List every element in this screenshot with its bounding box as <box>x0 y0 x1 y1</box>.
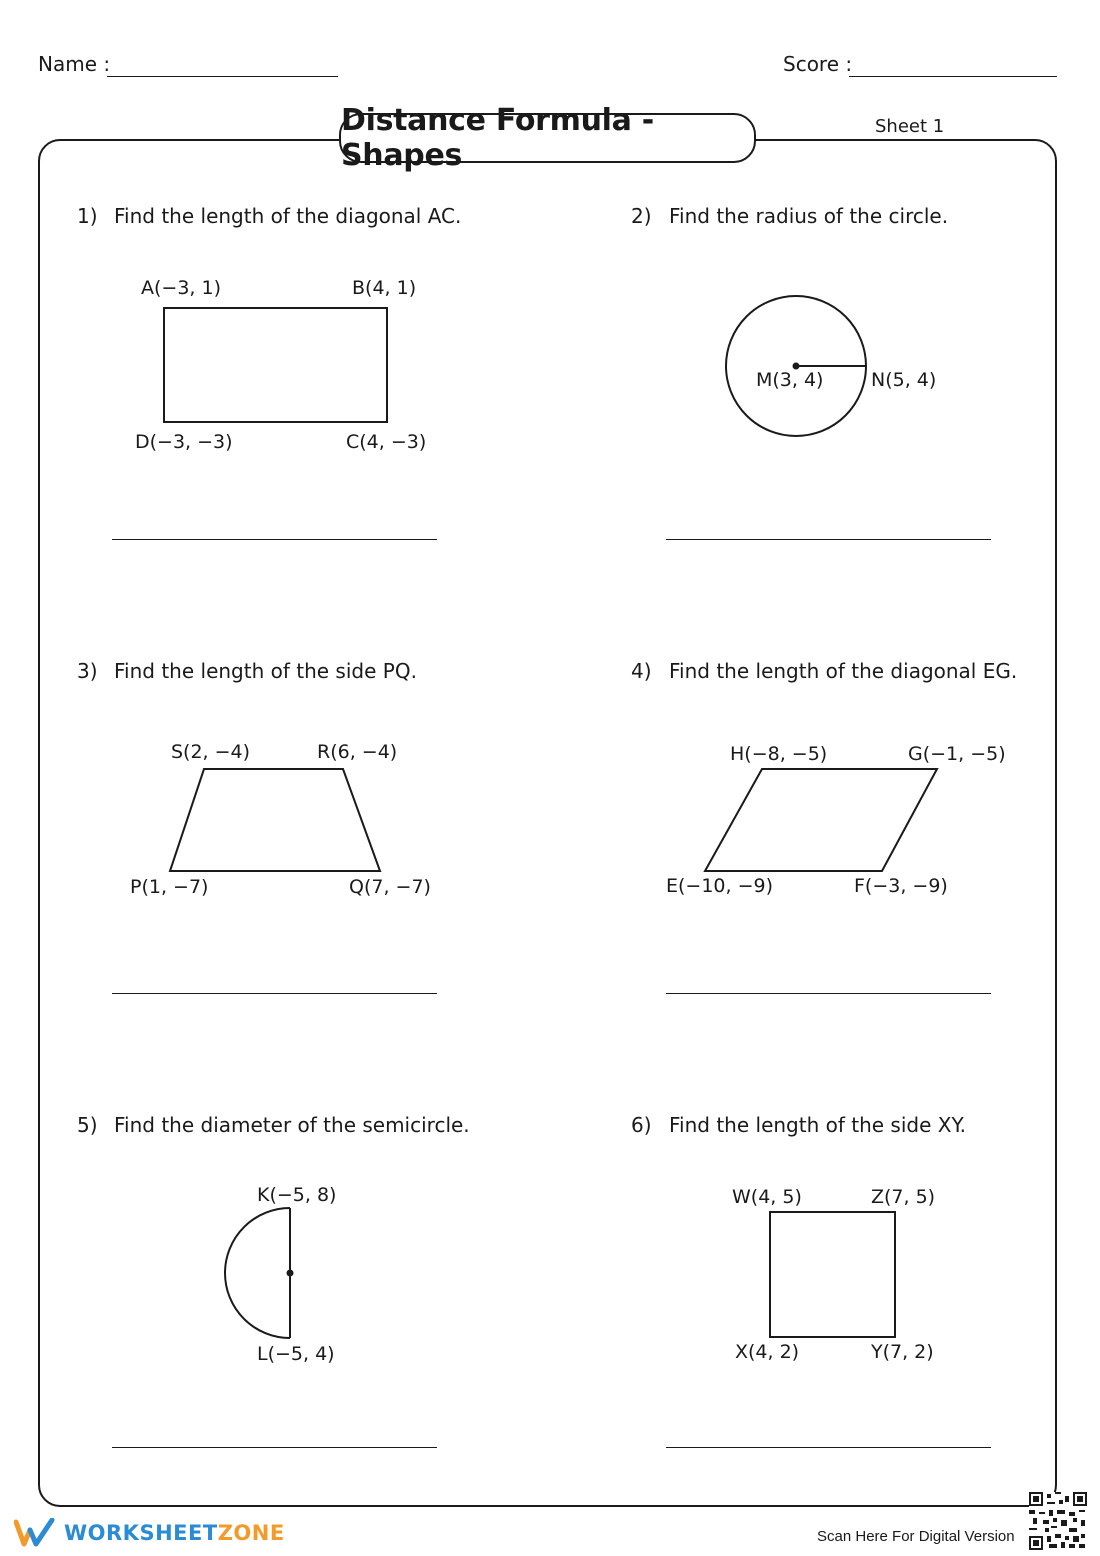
point-label-k: K(−5, 8) <box>257 1184 337 1206</box>
question-6-number: 6) <box>631 1113 652 1137</box>
point-label-c: C(4, −3) <box>346 431 427 453</box>
answer-line-1[interactable] <box>112 539 437 540</box>
point-label-r: R(6, −4) <box>317 741 398 763</box>
point-label-d: D(−3, −3) <box>135 431 233 453</box>
answer-line-2[interactable] <box>666 539 991 540</box>
point-label-h: H(−8, −5) <box>730 743 828 765</box>
semicircle-center-point <box>287 1270 294 1277</box>
point-label-p: P(1, −7) <box>130 876 209 898</box>
worksheet-title: Distance Formula - Shapes <box>339 113 756 163</box>
question-4-text: Find the length of the diagonal EG. <box>669 659 1018 683</box>
answer-line-6[interactable] <box>666 1447 991 1448</box>
point-label-s: S(2, −4) <box>171 741 251 763</box>
question-1-text: Find the length of the diagonal AC. <box>114 204 462 228</box>
trapezoid-pqrs <box>170 769 380 871</box>
question-5-number: 5) <box>77 1113 98 1137</box>
question-2-number: 2) <box>631 204 652 228</box>
point-label-x: X(4, 2) <box>735 1341 800 1363</box>
point-label-m: M(3, 4) <box>756 369 824 391</box>
score-label: Score : <box>783 52 853 76</box>
question-3-number: 3) <box>77 659 98 683</box>
name-label: Name : <box>38 52 111 76</box>
point-label-z: Z(7, 5) <box>871 1186 936 1208</box>
semicircle-kl <box>225 1208 290 1338</box>
point-label-g: G(−1, −5) <box>908 743 1006 765</box>
point-label-n: N(5, 4) <box>871 369 937 391</box>
question-5-text: Find the diameter of the semicircle. <box>114 1113 470 1137</box>
rectangle-abcd <box>164 308 387 422</box>
point-label-f: F(−3, −9) <box>854 875 948 897</box>
worksheetzone-logo-icon <box>14 1518 56 1548</box>
point-label-b: B(4, 1) <box>352 277 417 299</box>
point-label-l: L(−5, 4) <box>257 1343 335 1365</box>
question-3-text: Find the length of the side PQ. <box>114 659 417 683</box>
brand-name-part2: ZONE <box>217 1521 285 1545</box>
brand-name <box>64 1521 285 1545</box>
parallelogram-efgh <box>705 769 937 871</box>
square-wxyz <box>770 1212 895 1337</box>
point-label-y: Y(7, 2) <box>871 1341 934 1363</box>
question-1-number: 1) <box>77 204 98 228</box>
scan-text: Scan Here For Digital Version <box>817 1528 1015 1545</box>
question-4-number: 4) <box>631 659 652 683</box>
point-label-w: W(4, 5) <box>732 1186 802 1208</box>
answer-line-4[interactable] <box>666 993 991 994</box>
point-label-e: E(−10, −9) <box>666 875 774 897</box>
brand-name-part1: WORKSHEET <box>64 1521 218 1545</box>
question-6-text: Find the length of the side XY. <box>669 1113 966 1137</box>
qr-code-icon[interactable] <box>1029 1492 1087 1550</box>
question-2-text: Find the radius of the circle. <box>669 204 949 228</box>
point-label-a: A(−3, 1) <box>141 277 221 299</box>
sheet-label: Sheet 1 <box>875 116 945 137</box>
answer-line-5[interactable] <box>112 1447 437 1448</box>
point-label-q: Q(7, −7) <box>349 876 431 898</box>
worksheetzone-logo[interactable] <box>14 1518 285 1548</box>
answer-line-3[interactable] <box>112 993 437 994</box>
